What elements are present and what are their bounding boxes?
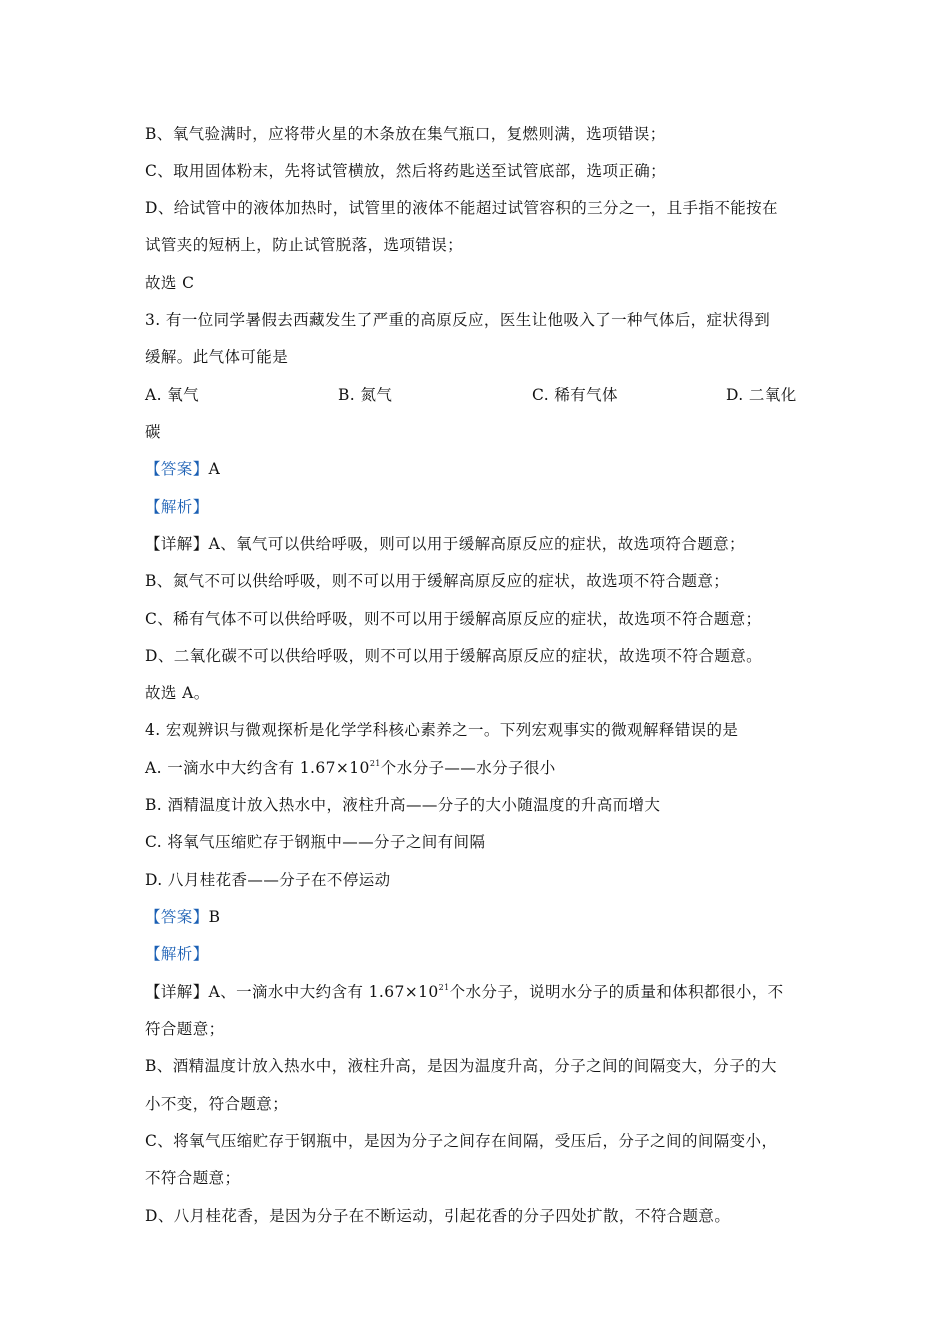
q3-analysis-tag <box>145 496 209 518</box>
q4-option-b: B. 酒精温度计放入热水中，液柱升高——分子的大小随温度的升高而增大 <box>145 796 661 814</box>
answer-tag: 【答案】 <box>145 460 209 478</box>
answer-value: A <box>208 460 221 478</box>
q4-detail-c-line1: C、将氧气压缩贮存于钢瓶中，是因为分子之间存在间隔，受压后，分子之间的间隔变小， <box>145 1132 778 1150</box>
q4-detail-c-line2: 不符合题意； <box>145 1169 241 1187</box>
q4-answer <box>145 906 220 928</box>
q4-option-d: D. 八月桂花香——分子在不停运动 <box>145 871 391 889</box>
q3-detail-a <box>145 533 745 555</box>
q4-analysis-tag <box>145 943 209 965</box>
detail-tag: 【详解】 <box>145 535 209 553</box>
exponent: 21 <box>438 983 450 992</box>
q4-detail-d: D、八月桂花香，是因为分子在不断运动，引起花香的分子四处扩散，不符合题意。 <box>145 1207 731 1225</box>
analysis-tag: 【解析】 <box>145 498 209 516</box>
q3-detail-d: D、二氧化碳不可以供给呼吸，则不可以用于缓解高原反应的症状，故选项不符合题意。 <box>145 647 763 665</box>
prev-explanation-d-line2: 试管夹的短柄上，防止试管脱落，选项错误； <box>145 236 464 254</box>
prev-explanation-b: B、氧气验满时，应将带火星的木条放在集气瓶口，复燃则满，选项错误； <box>145 125 666 143</box>
q3-answer <box>145 458 220 480</box>
q4-option-c: C. 将氧气压缩贮存于钢瓶中——分子之间有间隔 <box>145 833 486 851</box>
q3-stem-line1: 3. 有一位同学暑假去西藏发生了严重的高原反应，医生让他吸入了一种气体后，症状得到 <box>145 311 771 329</box>
q3-detail-b: B、氮气不可以供给呼吸，则不可以用于缓解高原反应的症状，故选项不符合题意； <box>145 572 730 590</box>
prev-explanation-d-line1: D、给试管中的液体加热时，试管里的液体不能超过试管容积的三分之一，且手指不能按在 <box>145 199 778 217</box>
exponent: 21 <box>369 759 381 768</box>
q4-detail-b-line1: B、酒精温度计放入热水中，液柱升高，是因为温度升高，分子之间的间隔变大，分子的大 <box>145 1057 777 1075</box>
q4-detail-a-cont: 符合题意； <box>145 1020 225 1038</box>
q3-option-a: A. 氧气 <box>145 386 200 404</box>
q3-stem-line2: 缓解。此气体可能是 <box>145 348 289 366</box>
q4-detail-b-line2: 小不变，符合题意； <box>145 1095 289 1113</box>
q3-option-d: D. 二氧化 <box>726 386 797 404</box>
q3-conclusion: 故选 A。 <box>145 684 210 702</box>
q4-detail-a: 【详解】A、一滴水中大约含有 $1.67\times 10^{21}$个水分子，说明水分子的质量和体积都很小，不 <box>145 983 784 1001</box>
prev-answer: 故选 C <box>145 274 195 292</box>
detail-tag: 【详解】 <box>145 983 209 1001</box>
answer-value: B <box>208 908 221 926</box>
q3-option-c: C. 稀有气体 <box>532 386 618 404</box>
q3-detail-c: C、稀有气体不可以供给呼吸，则不可以用于缓解高原反应的症状，故选项不符合题意； <box>145 610 762 628</box>
detail-text: A、氧气可以供给呼吸，则可以用于缓解高原反应的症状，故选项符合题意； <box>208 535 745 553</box>
q4-stem: 4. 宏观辨识与微观探析是化学学科核心素养之一。下列宏观事实的微观解释错误的是 <box>145 721 739 739</box>
analysis-tag: 【解析】 <box>145 945 209 963</box>
answer-tag: 【答案】 <box>145 908 209 926</box>
q3-option-d-cont: 碳 <box>145 423 161 441</box>
q3-option-b: B. 氮气 <box>338 386 393 404</box>
prev-explanation-c: C、取用固体粉末，先将试管横放，然后将药匙送至试管底部，选项正确； <box>145 162 667 180</box>
q4-option-a: A. 一滴水中大约含有 $1.67\times 10^{21}$个水分子——水分子很小 <box>145 759 556 777</box>
